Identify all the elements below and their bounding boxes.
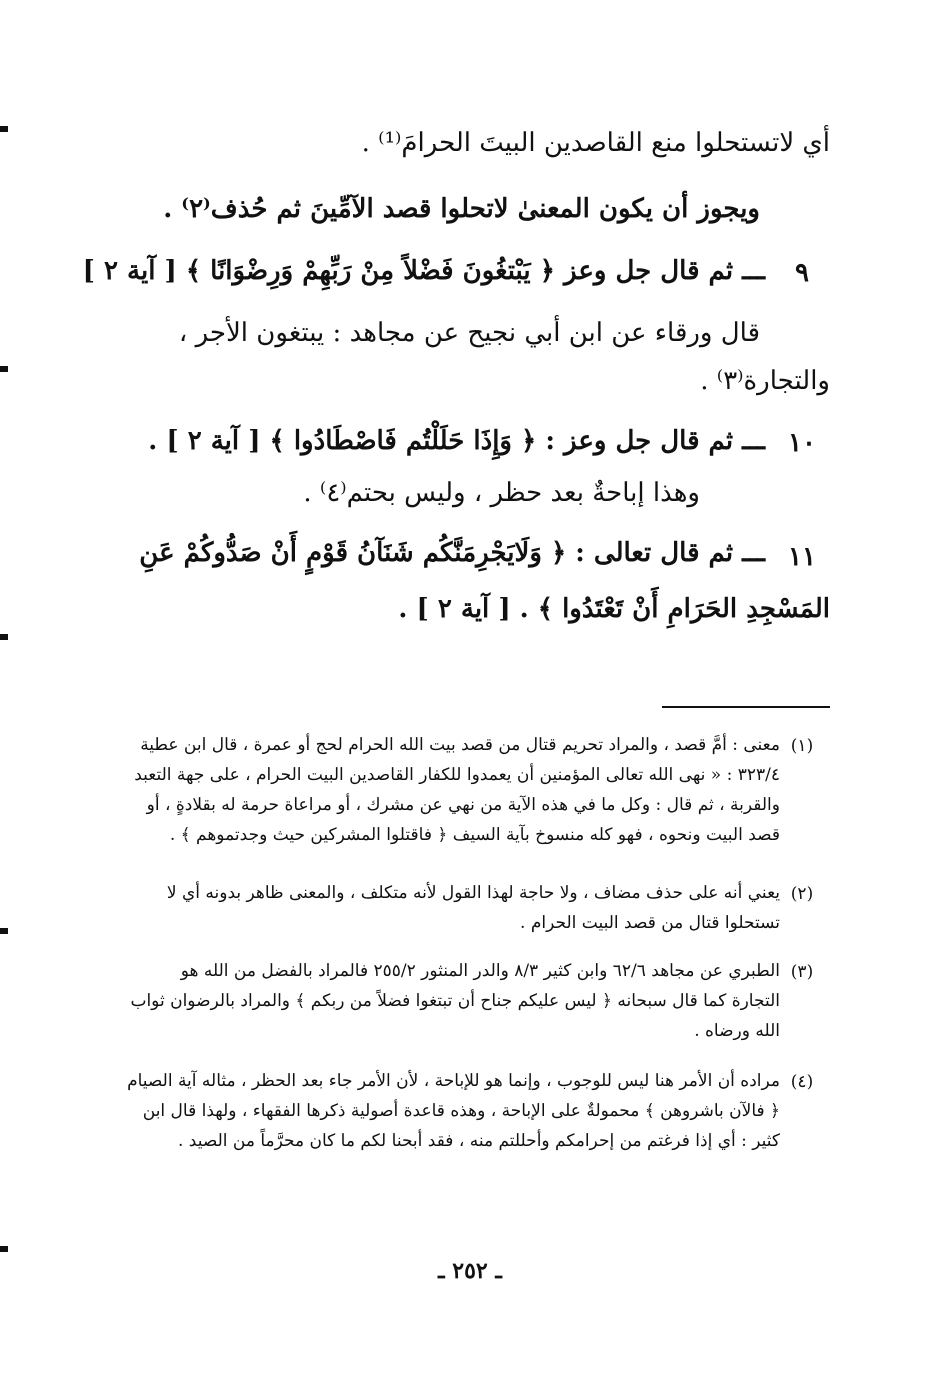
verse-line: ـــ ثم قال جل وعز ﴿ يَبْتغُونَ فَضْلاً مِنْ رَبِّهِمْ وَرِضْوَانًا ﴾ [ آية ٢ ] [82, 256, 765, 286]
text-line: أي لاتستحلوا منع القاصدين البيتَ الحرامَ⁽¹⁾ . [361, 128, 830, 158]
footnote-line: كثير : أي إذا فرغتم من إحرامكم وأحللتم منه ، فقد أبحنا لكم ما كان محرَّماً من الصيد . [178, 1131, 780, 1151]
footnote-line: معنى : أمَّ قصد ، والمراد تحريم قتال من قصد بيت الله الحرام لحج أو عمرة ، قال ابن عطية [140, 735, 780, 755]
page-number: ـ ٢٥٢ ـ [438, 1258, 502, 1284]
footnote-number: (٣) [790, 962, 814, 982]
footnote-3 [78, 956, 780, 1046]
text-line: ويجوز أن يكون المعنىٰ لاتحلوا قصد الآمِّينَ ثم حُذف⁽٢⁾ . [163, 194, 760, 224]
footnote-line: الله ورضاه . [694, 1021, 780, 1041]
margin-mark [0, 928, 8, 934]
footnote-rule [662, 706, 830, 708]
footnote-line: التجارة كما قال سبحانه ﴿ ليس عليكم جناح أن تبتغوا فضلاً من ربكم ﴾ والمراد بالرضوان ثواب [130, 991, 780, 1011]
footnote-line: ٣٢٣/٤ : « نهى الله تعالى المؤمنين أن يعمدوا للكفار القاصدين البيت الحرام ، على جهة التعبد [134, 765, 780, 785]
margin-mark [0, 1246, 8, 1252]
text-line: وهذا إباحةٌ بعد حظر ، وليس بحتم⁽٤⁾ . [303, 478, 700, 508]
footnote-line: قصد البيت ونحوه ، فهو كله منسوخ بآية السيف ﴿ فاقتلوا المشركين حيث وجدتموهم ﴾ . [169, 825, 780, 845]
margin-mark [0, 366, 8, 372]
footnote-4 [78, 1066, 780, 1156]
footnote-number: (٤) [790, 1072, 814, 1092]
footnote-line: يعني أنه على حذف مضاف ، ولا حاجة لهذا القول لأنه متكلف ، والمعنى ظاهر بدونه أي لا [166, 883, 780, 903]
text-line: والتجارة⁽٣⁾ . [700, 366, 830, 396]
verse-line: ـــ ثم قال جل وعز : ﴿ وَإِذَا حَلَلْتُم فَاصْطَادُوا ﴾ [ آية ٢ ] . [148, 426, 765, 456]
text-line: قال ورقاء عن ابن أبي نجيح عن مجاهد : يبتغون الأجر ، [178, 318, 760, 348]
margin-mark [0, 634, 8, 640]
footnote-line: مراده أن الأمر هنا ليس للوجوب ، وإنما هو للإباحة ، لأن الأمر جاء بعد الحظر ، مثاله آية الصيام [127, 1071, 780, 1091]
item-number: ٩ [795, 258, 809, 288]
footnote-number: (١) [790, 736, 814, 756]
footnote-line: ﴿ فالآن باشروهن ﴾ محمولةٌ على الإباحة ، وهذه قاعدة أصولية ذكرها الفقهاء ، ولهذا قال ابن [142, 1101, 780, 1121]
verse-line: ـــ ثم قال تعالى : ﴿ وَلَايَجْرِمَنَّكُم شَنَآنُ قَوْمٍ أَنْ صَدُّوكُمْ عَنِ [139, 538, 765, 568]
footnote-number: (٢) [790, 884, 814, 904]
item-number: ١١ [788, 542, 816, 572]
margin-mark [0, 126, 8, 132]
footnote-line: تستحلوا قتال من قصد البيت الحرام . [520, 913, 780, 933]
item-number: ١٠ [788, 428, 816, 458]
footnote-line: والقربة ، ثم قال : وكل ما في هذه الآية من نهي عن مشرك ، أو مراعاة حرمة له بقلادةٍ ، أو [146, 795, 780, 815]
footnote-line: الطبري عن مجاهد ٦٢/٦ وابن كثير ٨/٣ والدر المنثور ٢٥٥/٢ فالمراد بالفضل من الله هو [180, 961, 780, 981]
verse-line: المَسْجِدِ الحَرَامِ أَنْ تَعْتَدُوا ﴾ . [ آية ٢ ] . [398, 594, 830, 624]
footnote-1 [78, 730, 780, 850]
footnote-2 [78, 878, 780, 938]
